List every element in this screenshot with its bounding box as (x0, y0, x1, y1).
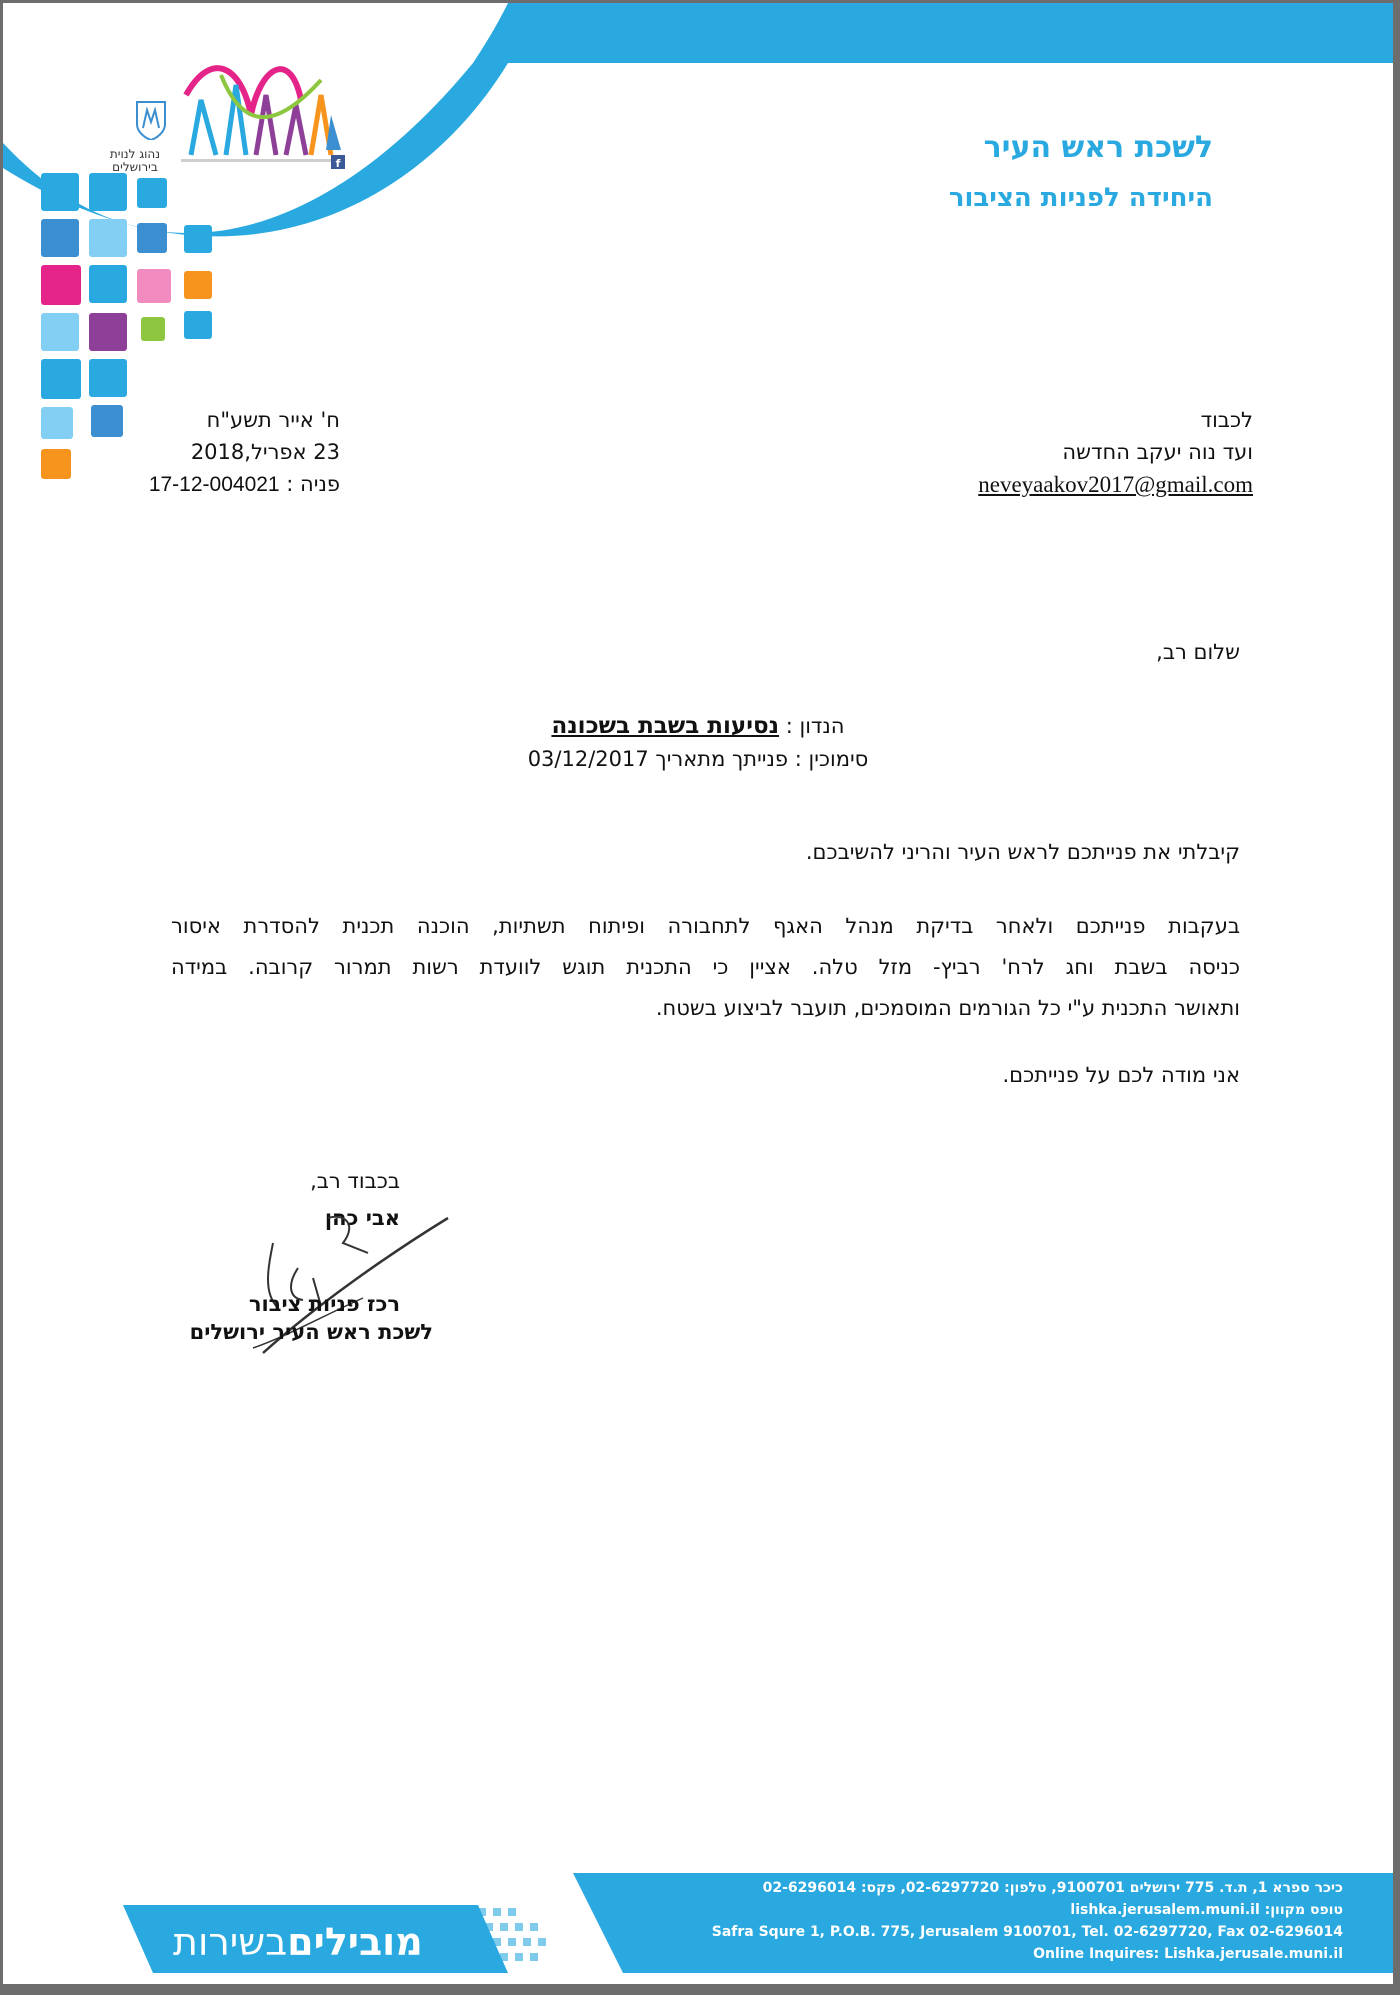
office-subtitle: היחידה לפניות הציבור (948, 183, 1213, 213)
reference-number: פניה : 17-12-004021 (148, 472, 340, 496)
recipient-email-link[interactable]: neveyaakov2017@gmail.com (978, 472, 1253, 497)
body-paragraph-3: אני מודה לכם על פנייתכם. (1002, 1063, 1240, 1087)
gregorian-date: 23 אפריל,2018 (190, 440, 340, 464)
letter-page (3, 3, 1393, 1984)
signatory-role: רכז פניות ציבור (248, 1292, 400, 1316)
footer-contact: כיכר ספרא 1, ת.ד. 775 ירושלים 9100701, טלפון: 02-6297720, פקס: 02-6296014 טופס מקוון: lishka.jerusalem.muni.il Safra Squre 1, P.O.B. 775, Jerusalem 9100701, Tel. 02-6297720, Fax 02-6296014 Online Inquires: Lishka.jerusale.muni.il (711, 1880, 1343, 1962)
municipality-logo (181, 55, 351, 173)
subject-line: הנדון : נסיעות בשבת בשכונה (551, 713, 845, 739)
body-paragraph-1: קיבלתי את פנייתכם לראש העיר והריני להשיבכם. (805, 840, 1240, 864)
greeting: שלום רב, (1156, 640, 1240, 664)
svg-text:f: f (335, 157, 341, 170)
hebrew-date: ח' אייר תשע"ח (206, 408, 340, 432)
logo-caption: נהוג לנוית בירושלים (109, 147, 161, 174)
subject-title: נסיעות בשבת בשכונה (551, 713, 780, 739)
office-title: לשכת ראש העיר (983, 130, 1213, 165)
signatory-name: אבי כהן (324, 1206, 400, 1230)
body-paragraph-2: בעקבות פנייתכם ולאחר בדיקת מנהל האגף לתחבורה ופיתוח תשתיות, הוכנה תכנית להסדרת איסור כניסה בשבת וחג לרח' רביץ- מזל טלה. אציין כי התכנית תוגש לוועדת רשות תמרור קרובה. במידה ותאושר התכנית ע"י כל הגורמים המוסמכים, תועבר לביצוע בשטח. (171, 914, 1240, 1020)
recipient-name: ועד נוה יעקב החדשה (1062, 440, 1253, 464)
recipient-salutation: לכבוד (1200, 408, 1253, 432)
signature-closing: בכבוד רב, (310, 1169, 400, 1193)
signatory-office: לשכת ראש העיר ירושלים (189, 1320, 433, 1344)
subject-reference: סימוכין : פנייתך מתאריך 03/12/2017 (527, 747, 869, 771)
emblem-icon (133, 98, 169, 140)
footer-slogan: מוביליםבשירות (173, 1920, 423, 1964)
